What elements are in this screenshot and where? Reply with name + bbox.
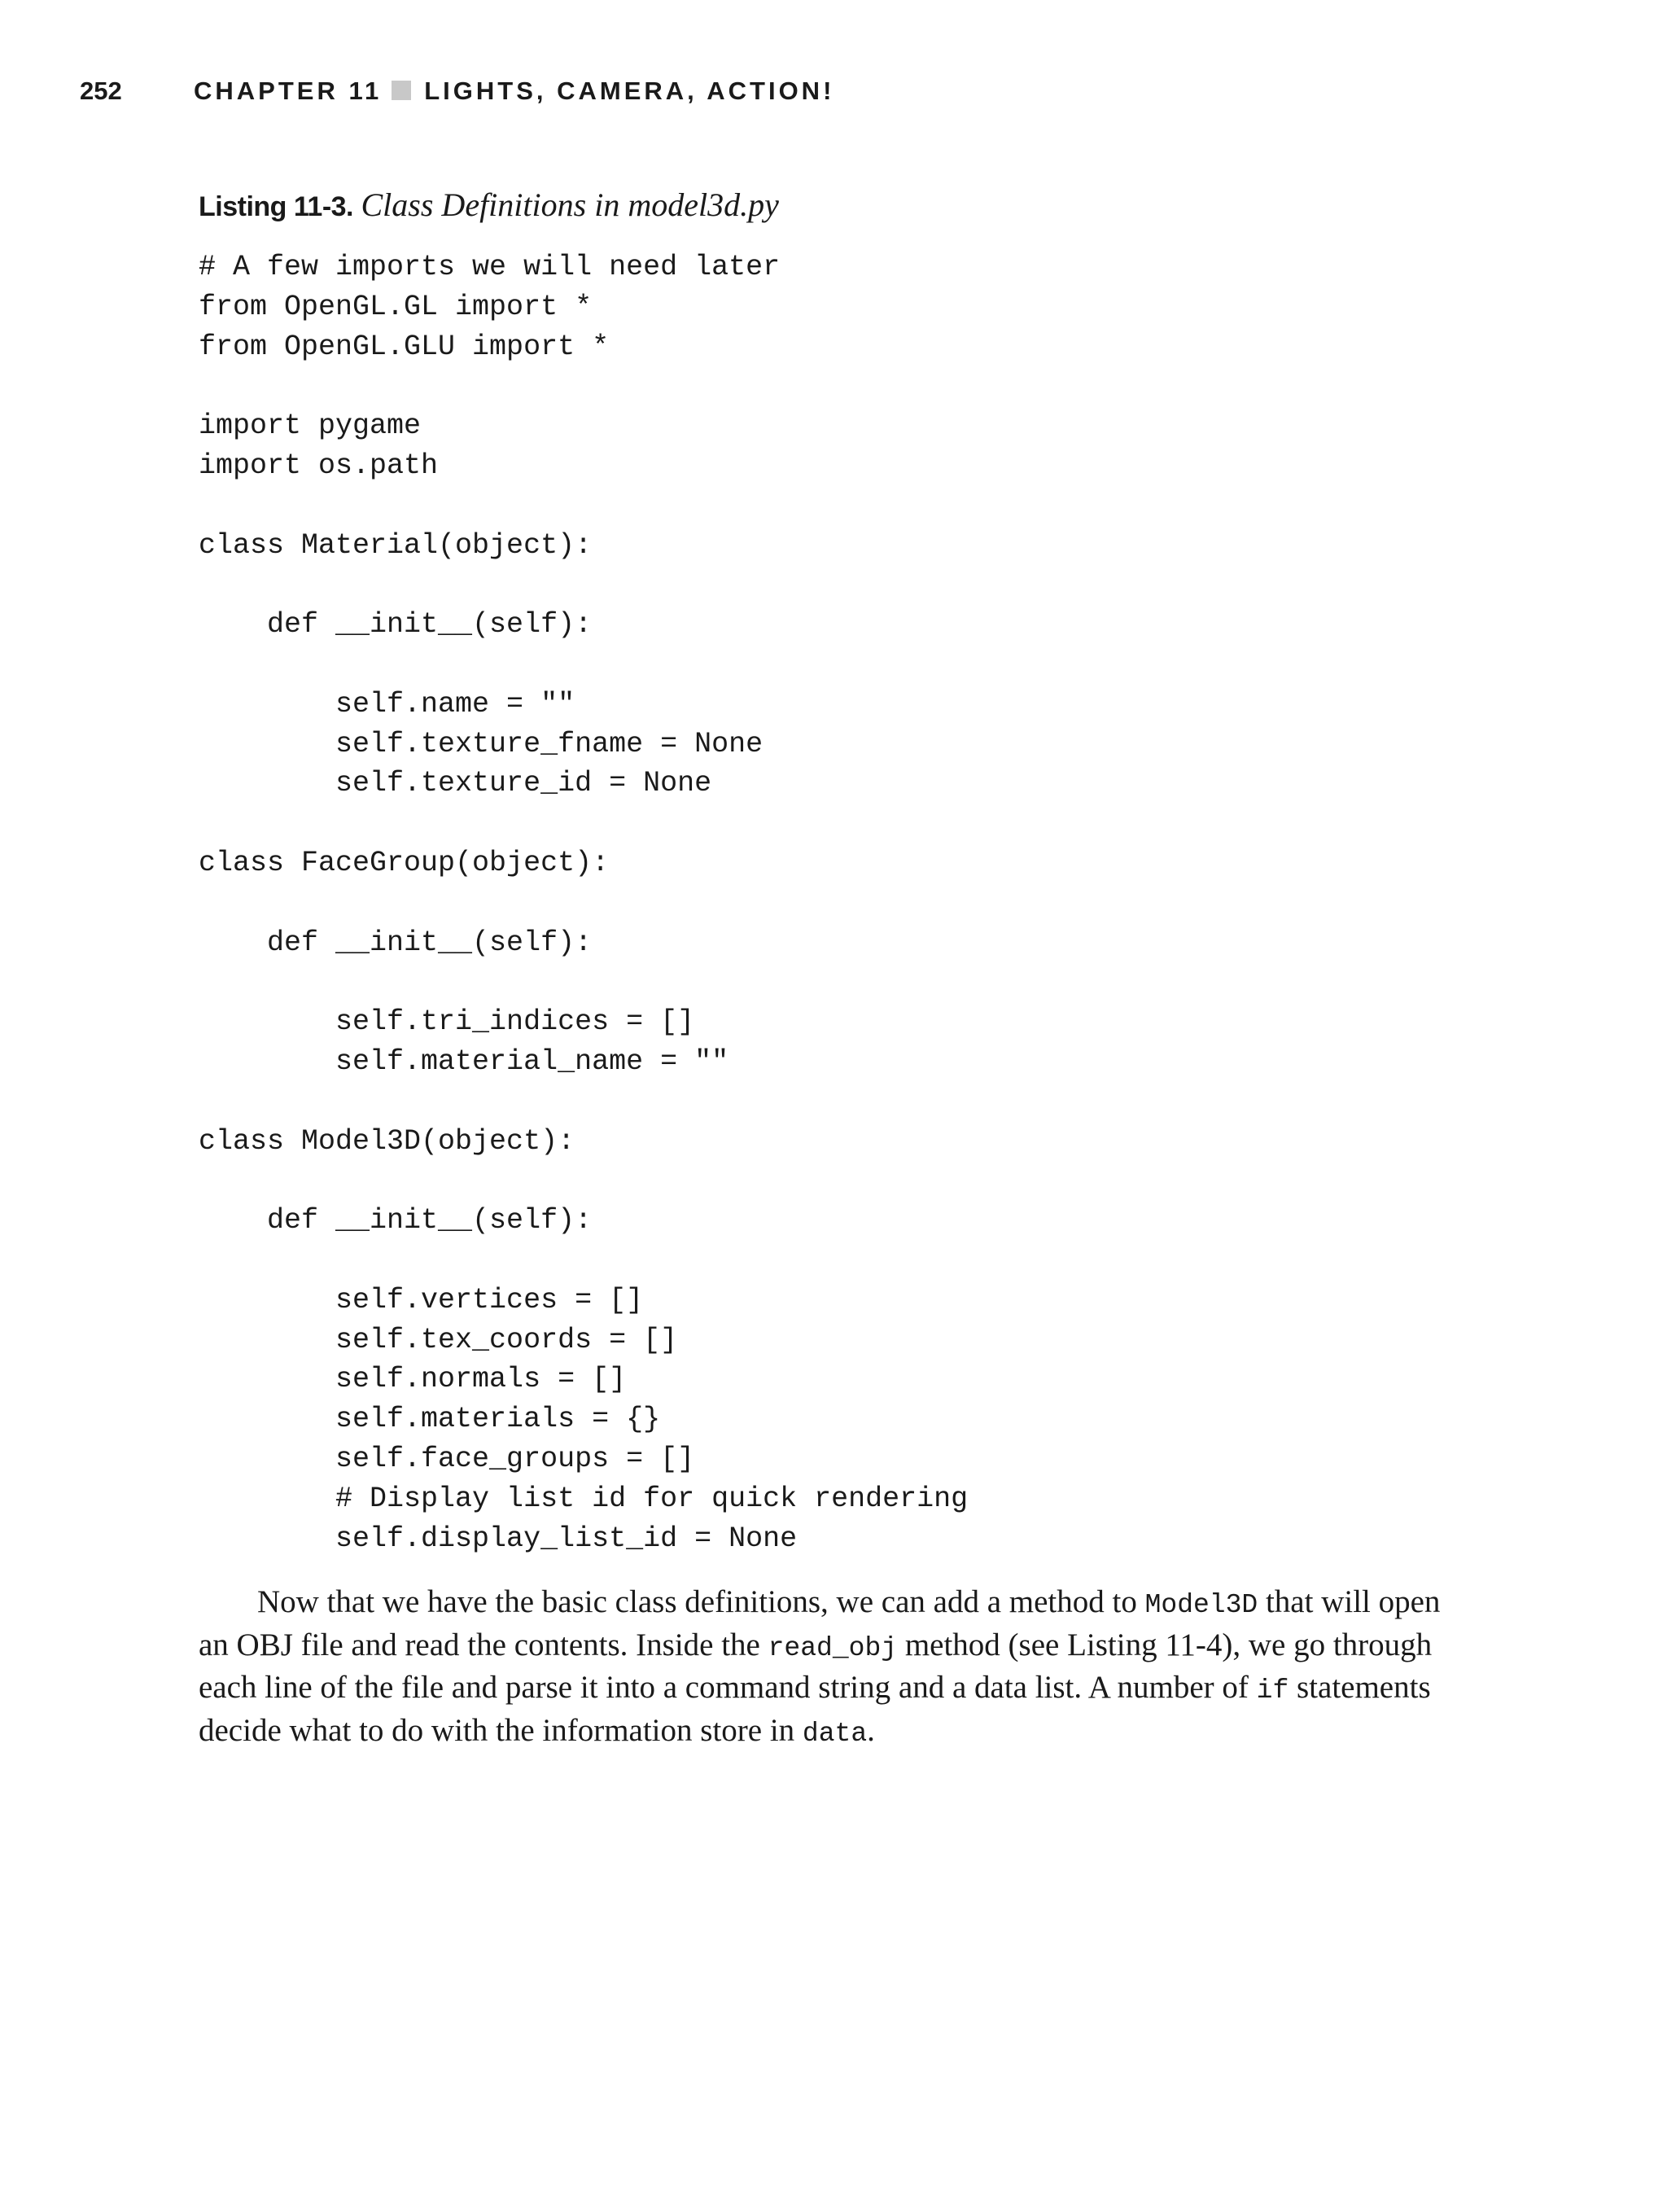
code-line: self.material_name = "" bbox=[199, 1045, 729, 1078]
code-line: self.normals = [] bbox=[199, 1363, 627, 1396]
code-line bbox=[199, 962, 968, 1002]
paragraph-text: Now that we have the basic class definitions, we can add a method to bbox=[257, 1584, 1145, 1619]
code-line: # A few imports we will need later bbox=[199, 251, 781, 283]
inline-code: if bbox=[1256, 1675, 1289, 1706]
separator-square-icon bbox=[392, 81, 411, 100]
paragraph-text: . bbox=[867, 1712, 875, 1748]
code-line: class FaceGroup(object): bbox=[199, 846, 610, 879]
code-line: self.name = "" bbox=[199, 687, 575, 721]
code-line bbox=[199, 804, 968, 843]
code-line: self.display_list_id = None bbox=[199, 1522, 798, 1555]
paragraph-text: method (see Listing 11-4), we go through each line of the file and parse it into a command string and a data list. A number of bbox=[199, 1627, 1433, 1705]
code-line bbox=[199, 486, 968, 526]
code-line: self.materials = {} bbox=[199, 1403, 661, 1436]
inline-code: data bbox=[802, 1718, 868, 1749]
code-line: self.vertices = [] bbox=[199, 1283, 644, 1316]
code-line: import pygame bbox=[199, 410, 422, 443]
chapter-label: CHAPTER 11 bbox=[194, 77, 383, 105]
paragraph-text: that will open an OBJ file and read the contents. Inside the bbox=[199, 1584, 1441, 1662]
code-line bbox=[199, 1161, 968, 1201]
running-head bbox=[194, 73, 834, 109]
code-line: from OpenGL.GLU import * bbox=[199, 330, 610, 363]
code-line: # Display list id for quick rendering bbox=[199, 1482, 969, 1515]
listing-label: Listing 11-3. bbox=[199, 191, 353, 222]
code-line bbox=[199, 1241, 968, 1281]
code-line: class Material(object): bbox=[199, 528, 593, 562]
inline-code: read_obj bbox=[768, 1632, 898, 1663]
code-line: self.face_groups = [] bbox=[199, 1442, 695, 1475]
code-line bbox=[199, 1082, 968, 1122]
code-line: self.tex_coords = [] bbox=[199, 1323, 678, 1356]
code-line: self.texture_id = None bbox=[199, 767, 712, 800]
listing-title: Class Definitions in model3d.py bbox=[361, 186, 779, 223]
code-line: def __init__(self): bbox=[199, 926, 593, 959]
code-listing bbox=[199, 247, 968, 1558]
body-paragraph bbox=[199, 1583, 1452, 1754]
code-line bbox=[199, 883, 968, 923]
code-line: self.tri_indices = [] bbox=[199, 1005, 695, 1039]
code-line: import os.path bbox=[199, 449, 439, 482]
code-line: from OpenGL.GL import * bbox=[199, 290, 593, 323]
code-line bbox=[199, 645, 968, 685]
chapter-title: LIGHTS, CAMERA, ACTION! bbox=[424, 77, 835, 105]
code-line: def __init__(self): bbox=[199, 1204, 593, 1237]
code-line bbox=[199, 366, 968, 406]
code-line: def __init__(self): bbox=[199, 608, 593, 642]
code-line: class Model3D(object): bbox=[199, 1124, 575, 1158]
page-number: 252 bbox=[80, 77, 122, 105]
inline-code: Model3D bbox=[1144, 1590, 1258, 1620]
code-line: self.texture_fname = None bbox=[199, 727, 763, 760]
paragraph-text: statements decide what to do with the information store in bbox=[199, 1670, 1431, 1748]
listing-caption bbox=[199, 182, 779, 230]
page-header bbox=[0, 73, 1667, 112]
code-line bbox=[199, 565, 968, 605]
